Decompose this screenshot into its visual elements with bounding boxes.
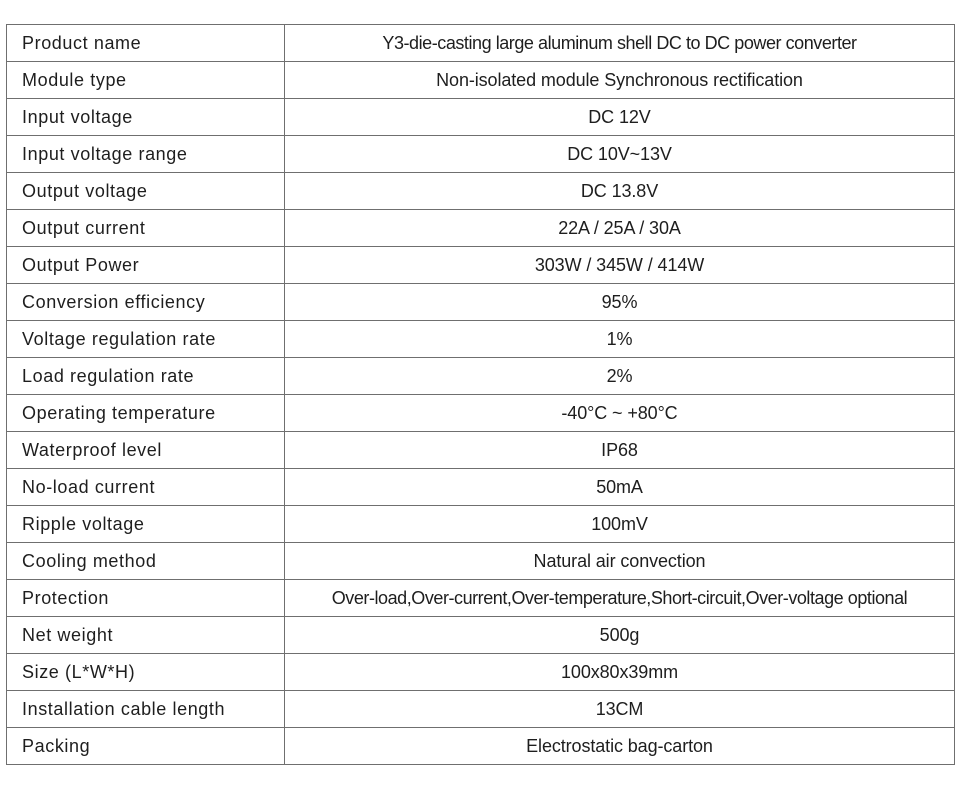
table-row [7, 432, 955, 469]
spec-value: 50mA [285, 469, 955, 506]
spec-label: Size (L*W*H) [7, 654, 285, 691]
spec-label: No-load current [7, 469, 285, 506]
spec-value: DC 13.8V [285, 173, 955, 210]
spec-value: 2% [285, 358, 955, 395]
spec-label: Net weight [7, 617, 285, 654]
spec-value: IP68 [285, 432, 955, 469]
spec-label: Input voltage [7, 99, 285, 136]
spec-label: Module type [7, 62, 285, 99]
table-row [7, 469, 955, 506]
table-row [7, 99, 955, 136]
table-row [7, 728, 955, 765]
spec-label: Packing [7, 728, 285, 765]
spec-label: Product name [7, 25, 285, 62]
table-row [7, 210, 955, 247]
table-row [7, 247, 955, 284]
table-row [7, 62, 955, 99]
table-row [7, 395, 955, 432]
spec-value: DC 12V [285, 99, 955, 136]
spec-label: Operating temperature [7, 395, 285, 432]
spec-value: Non-isolated module Synchronous rectification [285, 62, 955, 99]
table-row [7, 580, 955, 617]
spec-value: 22A / 25A / 30A [285, 210, 955, 247]
table-row [7, 506, 955, 543]
spec-value: 100mV [285, 506, 955, 543]
spec-value: 95% [285, 284, 955, 321]
spec-value: 500g [285, 617, 955, 654]
spec-value: Over-load,Over-current,Over-temperature,Short-circuit,Over-voltage optional [285, 580, 955, 617]
spec-table-body [7, 25, 955, 765]
spec-label: Input voltage range [7, 136, 285, 173]
table-row [7, 543, 955, 580]
table-row [7, 358, 955, 395]
spec-label: Conversion efficiency [7, 284, 285, 321]
spec-label: Cooling method [7, 543, 285, 580]
table-row [7, 25, 955, 62]
spec-label: Installation cable length [7, 691, 285, 728]
spec-label: Output voltage [7, 173, 285, 210]
table-row [7, 136, 955, 173]
spec-label: Protection [7, 580, 285, 617]
spec-label: Load regulation rate [7, 358, 285, 395]
table-row [7, 617, 955, 654]
spec-label: Output Power [7, 247, 285, 284]
spec-value: -40°C ~ +80°C [285, 395, 955, 432]
spec-value: Natural air convection [285, 543, 955, 580]
spec-value: 303W / 345W / 414W [285, 247, 955, 284]
spec-value: 1% [285, 321, 955, 358]
table-row [7, 321, 955, 358]
spec-label: Output current [7, 210, 285, 247]
spec-value: DC 10V~13V [285, 136, 955, 173]
spec-label: Ripple voltage [7, 506, 285, 543]
spec-table [6, 24, 955, 765]
table-row [7, 284, 955, 321]
spec-value: 100x80x39mm [285, 654, 955, 691]
table-row [7, 654, 955, 691]
spec-label: Waterproof level [7, 432, 285, 469]
spec-value: 13CM [285, 691, 955, 728]
spec-value: Y3-die-casting large aluminum shell DC to DC power converter [285, 25, 955, 62]
spec-value: Electrostatic bag-carton [285, 728, 955, 765]
table-row [7, 173, 955, 210]
spec-label: Voltage regulation rate [7, 321, 285, 358]
table-row [7, 691, 955, 728]
